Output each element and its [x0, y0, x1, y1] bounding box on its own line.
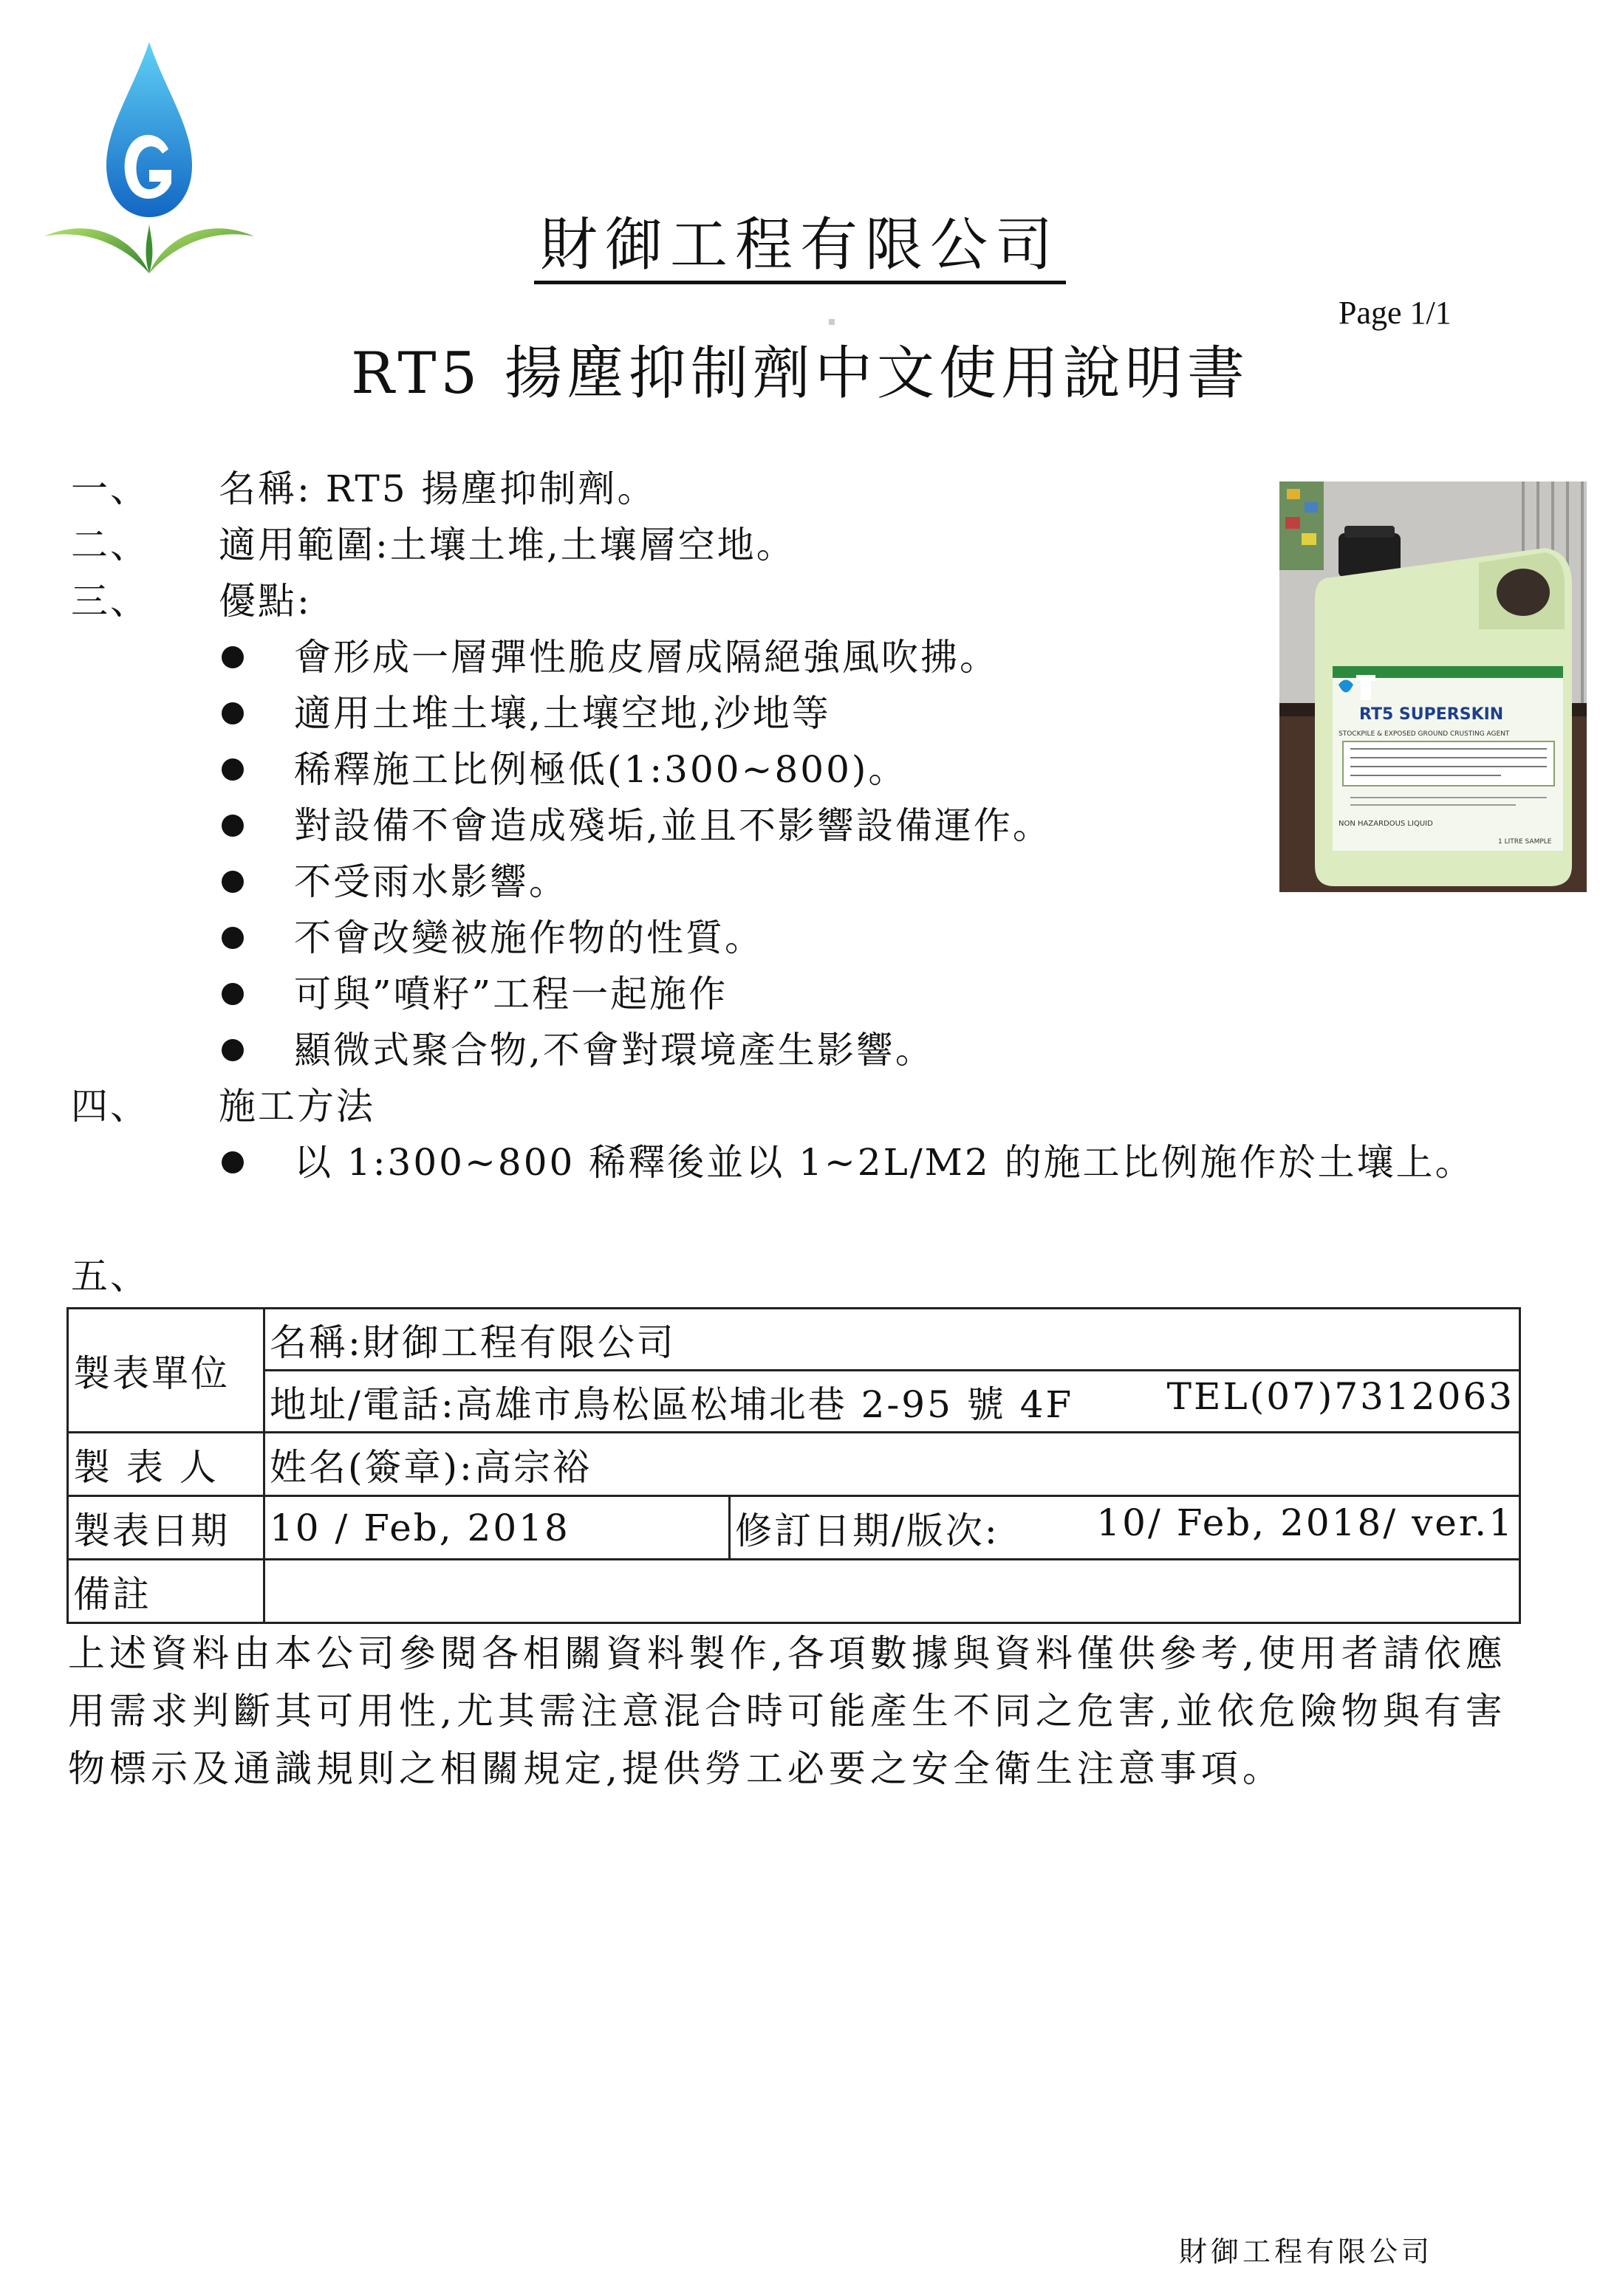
- advantage-text: 顯微式聚合物,不會對環境產生影響。: [294, 1029, 934, 1072]
- product-photo: [1279, 482, 1587, 892]
- advantage-text: 不受雨水影響。: [294, 860, 568, 903]
- date-label: 製表日期: [68, 1496, 264, 1560]
- unit-label: 製表單位: [68, 1309, 264, 1433]
- address-cell: [264, 1371, 1520, 1433]
- bullet-icon: [222, 758, 244, 781]
- section-text: 名稱: RT5 揚塵抑制劑。: [219, 467, 657, 510]
- section-2: [0, 517, 1256, 573]
- bullet-icon: [222, 927, 244, 949]
- disclaimer: 上述資料由本公司參閱各相關資料製作,各項數據與資料僅供參考,使用者請依應用需求判斷其可用性,尤其需注意混合時可能產生不同之危害,並依危險物與有害物標示及通識規則之相關規定,提供勞工必要之安全衛生注意事項。: [68, 1632, 1507, 1790]
- label-hazard: NON HAZARDOUS LIQUID: [1339, 820, 1433, 828]
- section-marker: 四、: [71, 1085, 149, 1128]
- address-line: 地址/電話:高雄市鳥松區松埔北巷 2-95 號 4F: [270, 1382, 1074, 1426]
- advantage-text: 對設備不會造成殘垢,並且不影響設備運作。: [294, 804, 1052, 847]
- maker-value: 姓名(簽章):高宗裕: [264, 1433, 1520, 1496]
- section-marker: 二、: [71, 524, 149, 566]
- company-header: [0, 214, 1600, 284]
- section-3: [0, 573, 1256, 629]
- method-item: [0, 1134, 1526, 1190]
- bullet-icon: [222, 871, 244, 893]
- section-5: [0, 1248, 295, 1304]
- label-subtitle: STOCKPILE & EXPOSED GROUND CRUSTING AGENT: [1339, 730, 1510, 738]
- section-marker: 五、: [71, 1255, 149, 1298]
- decorative-dot: [829, 319, 835, 325]
- advantage-item: [0, 685, 1256, 741]
- revision-cell: [730, 1496, 1520, 1560]
- maker-label: 製 表 人: [68, 1433, 264, 1496]
- page-number: Page 1/1: [1339, 295, 1452, 331]
- advantage-text: 稀釋施工比例極低(1:300~800)。: [294, 748, 908, 791]
- tel-number: TEL(07)7312063: [1166, 1374, 1515, 1418]
- bullet-icon: [222, 646, 244, 668]
- bullet-icon: [222, 983, 244, 1005]
- section-marker: 三、: [71, 580, 149, 623]
- advantage-item: [0, 798, 1256, 854]
- advantage-item: [0, 741, 1256, 798]
- advantage-item: [0, 966, 1256, 1022]
- date-value: 10 / Feb, 2018: [264, 1496, 730, 1560]
- section-text: 優點:: [219, 580, 312, 623]
- bullet-icon: [222, 1039, 244, 1061]
- advantage-text: 會形成一層彈性脆皮層成隔絕強風吹拂。: [294, 636, 999, 679]
- company-title: 財御工程有限公司: [534, 214, 1066, 284]
- method-text: 以 1:300~800 稀釋後並以 1~2L/M2 的施工比例施作於土壤上。: [294, 1141, 1474, 1184]
- section-1: [0, 461, 1256, 517]
- revision-label: 修訂日期/版次:: [735, 1509, 999, 1552]
- bullet-icon: [222, 702, 244, 724]
- advantage-item: [0, 854, 1256, 910]
- advantage-item: [0, 1022, 1256, 1078]
- advantage-text: 適用土堆土壤,土壤空地,沙地等: [294, 692, 831, 735]
- footer-company: 財御工程有限公司: [1179, 2235, 1434, 2268]
- bullet-icon: [222, 815, 244, 837]
- label-volume: 1 LITRE SAMPLE: [1498, 838, 1552, 846]
- info-table: [66, 1307, 1521, 1624]
- remark-label: 備註: [68, 1560, 264, 1623]
- advantage-text: 可與”噴籽”工程一起施作: [294, 973, 728, 1015]
- section-text: 適用範圍:土壤土堆,土壤層空地。: [219, 524, 796, 566]
- section-marker: 一、: [71, 467, 149, 510]
- name-line: 名稱:財御工程有限公司: [264, 1309, 1520, 1371]
- remark-value: [264, 1560, 1520, 1623]
- section-4: [0, 1078, 1256, 1134]
- bullet-icon: [222, 1151, 244, 1173]
- advantage-text: 不會改變被施作物的性質。: [294, 916, 764, 959]
- label-brand: RT5 SUPERSKIN: [1359, 705, 1504, 724]
- document-title: RT5 揚塵抑制劑中文使用說明書: [351, 340, 1249, 407]
- advantage-item: [0, 910, 1256, 966]
- section-text: 施工方法: [219, 1085, 375, 1128]
- advantage-item: [0, 629, 1256, 685]
- revision-value: 10/ Feb, 2018/ ver.1: [1096, 1501, 1515, 1544]
